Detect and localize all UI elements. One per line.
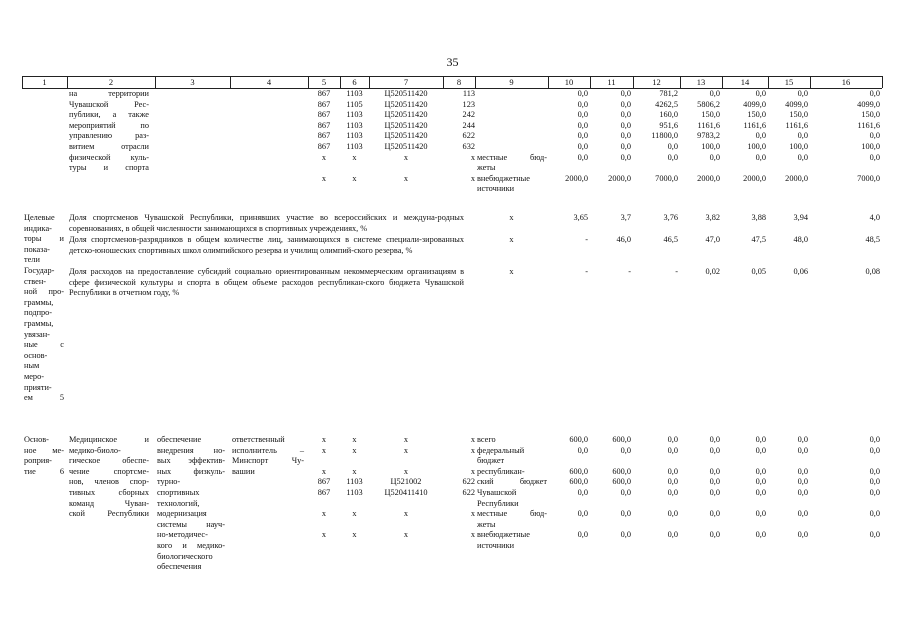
amount-cell: 0,0 xyxy=(869,152,880,162)
indicator-value: 3,76 xyxy=(663,213,678,222)
amount-cell: 0,0 xyxy=(620,99,631,109)
indicator-value: - xyxy=(628,267,631,276)
amount-cell: 0,0 xyxy=(620,488,631,497)
budget-code-cell: х xyxy=(321,445,327,455)
header-column-separator xyxy=(369,76,370,88)
header-column-separator xyxy=(308,76,309,88)
description-line: публики, а также xyxy=(69,110,149,120)
indicator-value: 3,65 xyxy=(573,213,588,222)
budget-code-cell: 123 xyxy=(462,99,475,109)
budget-code-cell: 1103 xyxy=(346,110,363,120)
event-executor-line: ответственный xyxy=(232,435,285,444)
budget-code-cell: 867 xyxy=(317,477,331,487)
indicator-value: 3,88 xyxy=(751,213,766,222)
event-goal-line: системы науч- xyxy=(157,519,225,529)
amount-cell: 0,0 xyxy=(709,152,720,162)
column-header: 2 xyxy=(108,77,114,87)
indicator-side-label: увязан- xyxy=(24,329,50,339)
amount-cell: 0,0 xyxy=(709,466,720,476)
amount-cell: 0,0 xyxy=(755,152,766,162)
funding-source-cell: бюджет xyxy=(477,456,505,466)
budget-code-cell: х xyxy=(321,509,327,519)
column-header: 14 xyxy=(740,77,750,87)
funding-source-cell: внебюджетные xyxy=(477,173,530,183)
amount-cell: 0,0 xyxy=(620,509,631,519)
budget-code-cell: х xyxy=(403,509,409,519)
budget-code-cell: 867 xyxy=(317,488,331,497)
event-goal-line: обеспечение xyxy=(157,435,202,444)
event-goal-line: ных физкуль- xyxy=(157,466,225,476)
amount-cell: 0,0 xyxy=(755,488,766,497)
funding-source-cell: Республики xyxy=(477,498,519,508)
description-line: витием отрасли xyxy=(69,142,149,151)
indicator-value: 0,05 xyxy=(751,267,766,276)
budget-code-cell: х xyxy=(470,530,475,540)
budget-code-cell: х xyxy=(470,509,475,519)
amount-cell: 0,0 xyxy=(577,99,588,109)
amount-cell: 160,0 xyxy=(659,110,678,120)
budget-code-cell: 632 xyxy=(462,142,475,151)
indicator-side-label: показа- xyxy=(24,244,50,254)
budget-code-cell: 244 xyxy=(462,120,475,130)
event-executor-line: исполнитель – xyxy=(232,445,304,455)
indicator-side-label: граммы, xyxy=(24,319,54,328)
budget-code-cell: 622 xyxy=(462,477,475,487)
budget-code-cell: х xyxy=(403,173,409,183)
description-line: Чувашской Рес- xyxy=(69,99,149,109)
budget-code-cell: х xyxy=(352,530,357,540)
indicator-side-label: основ- xyxy=(24,350,48,360)
amount-cell: 0,0 xyxy=(797,89,808,98)
indicator-side-label: тели xyxy=(24,255,40,265)
indicator-value: 47,0 xyxy=(705,235,720,244)
description-line: мероприятий по xyxy=(69,120,149,130)
budget-code-cell: х xyxy=(352,466,357,476)
event-name-line: Медицинское и xyxy=(69,435,149,444)
amount-cell: 1161,6 xyxy=(697,120,720,130)
budget-code-cell: 1103 xyxy=(346,89,363,98)
amount-cell: 100,0 xyxy=(747,142,766,151)
indicator-value: 3,82 xyxy=(705,213,720,222)
amount-cell: 5806,2 xyxy=(697,99,720,109)
amount-cell: 0,0 xyxy=(755,509,766,519)
amount-cell: 0,0 xyxy=(577,488,588,497)
indicator-value: - xyxy=(585,235,588,244)
amount-cell: 11800,0 xyxy=(651,131,678,141)
amount-cell: 9783,2 xyxy=(697,131,720,141)
amount-cell: 0,0 xyxy=(667,435,678,444)
amount-cell: 100,0 xyxy=(861,142,880,151)
amount-cell: 600,0 xyxy=(612,466,631,476)
header-column-separator xyxy=(810,76,811,88)
event-name-line: чение спортсме- xyxy=(69,466,149,476)
amount-cell: 7000,0 xyxy=(857,173,880,183)
indicator-value: 48,0 xyxy=(793,235,808,244)
indicator-side-label: Государ- xyxy=(24,266,55,275)
indicator-value: 47,5 xyxy=(751,235,766,244)
indicator-side-label: Целевые xyxy=(24,213,55,222)
amount-cell: 0,0 xyxy=(577,509,588,519)
indicator-side-label: ной про- xyxy=(24,287,64,297)
event-number-line: Основ- xyxy=(24,435,49,444)
indicator-value: 3,7 xyxy=(620,213,631,222)
column-header: 15 xyxy=(784,77,794,87)
amount-cell: 0,0 xyxy=(755,445,766,455)
amount-cell: 0,0 xyxy=(797,530,808,540)
budget-code-cell: 867 xyxy=(317,131,331,141)
amount-cell: 4099,0 xyxy=(743,99,766,109)
budget-code-cell: х xyxy=(470,435,475,444)
indicator-side-label: подпро- xyxy=(24,308,53,318)
header-column-separator xyxy=(443,76,444,88)
funding-source-cell: источники xyxy=(477,541,515,550)
budget-code-cell: х xyxy=(470,173,475,183)
description-line: управлению раз- xyxy=(69,131,149,141)
amount-cell: 0,0 xyxy=(709,435,720,444)
budget-code-cell: 867 xyxy=(317,120,331,130)
funding-source-cell: источники xyxy=(477,184,515,194)
budget-code-cell: х xyxy=(403,152,409,162)
amount-cell: 0,0 xyxy=(797,466,808,476)
amount-cell: 0,0 xyxy=(709,509,720,519)
amount-cell: 0,0 xyxy=(869,509,880,519)
indicator-value: - xyxy=(675,267,678,276)
budget-code-cell: х xyxy=(470,152,475,162)
header-column-separator xyxy=(882,76,883,88)
event-name-line: тивных сборных xyxy=(69,488,149,497)
budget-code-cell: 1103 xyxy=(346,477,363,487)
event-goal-line: технологий, xyxy=(157,498,200,508)
budget-code-cell: 1105 xyxy=(346,99,363,109)
event-name-line: медико-биоло- xyxy=(69,445,121,455)
amount-cell: 100,0 xyxy=(701,142,720,151)
amount-cell: 0,0 xyxy=(869,477,880,487)
amount-cell: 0,0 xyxy=(869,89,880,98)
amount-cell: 2000,0 xyxy=(565,173,588,183)
event-goal-line: турно- xyxy=(157,477,181,487)
amount-cell: 0,0 xyxy=(577,89,588,98)
indicator-side-label: граммы, xyxy=(24,297,54,307)
amount-cell: 600,0 xyxy=(569,466,588,476)
indicator-side-label: ные с xyxy=(24,340,64,350)
budget-code-cell: х xyxy=(352,445,357,455)
amount-cell: 0,0 xyxy=(620,131,631,141)
indicator-side-label: меро- xyxy=(24,372,44,381)
header-column-separator xyxy=(768,76,769,88)
budget-code-cell: Ц520411410 xyxy=(384,488,428,497)
indicator-value: 4,0 xyxy=(869,213,880,222)
header-column-separator xyxy=(67,76,68,88)
budget-code-cell: х xyxy=(321,466,327,476)
amount-cell: 7000,0 xyxy=(655,173,678,183)
event-goal-line: вых эффектив- xyxy=(157,456,225,466)
event-goal-line: спортивных xyxy=(157,488,200,497)
column-header: 10 xyxy=(564,77,574,87)
amount-cell: 0,0 xyxy=(709,445,720,455)
column-header: 7 xyxy=(403,77,409,87)
amount-cell: 0,0 xyxy=(667,530,678,540)
budget-code-cell: 867 xyxy=(317,89,331,98)
header-column-separator xyxy=(548,76,549,88)
budget-code-cell: х xyxy=(321,173,327,183)
amount-cell: 0,0 xyxy=(620,120,631,130)
amount-cell: 0,0 xyxy=(577,530,588,540)
header-column-separator xyxy=(155,76,156,88)
amount-cell: 0,0 xyxy=(577,142,588,151)
header-column-separator xyxy=(722,76,723,88)
funding-source-cell: республикан- xyxy=(477,466,525,476)
event-goal-line: обеспечения xyxy=(157,562,202,572)
budget-code-cell: Ц520511420 xyxy=(384,120,428,130)
indicator-mark: х xyxy=(509,213,514,222)
amount-cell: 4099,0 xyxy=(857,99,880,109)
amount-cell: 0,0 xyxy=(577,110,588,120)
amount-cell: 100,0 xyxy=(789,142,808,151)
amount-cell: 0,0 xyxy=(869,530,880,540)
amount-cell: 0,0 xyxy=(755,131,766,141)
amount-cell: 600,0 xyxy=(569,477,588,487)
amount-cell: 150,0 xyxy=(747,110,766,120)
amount-cell: 0,0 xyxy=(709,477,720,487)
amount-cell: 150,0 xyxy=(789,110,808,120)
indicator-side-label: торы и xyxy=(24,234,64,244)
budget-code-cell: х xyxy=(403,530,409,540)
indicator-side-label: ем 5 xyxy=(24,393,64,403)
column-header: 9 xyxy=(509,77,514,87)
description-line: туры и спорта xyxy=(69,163,149,173)
event-name-line: гическое обеспе- xyxy=(69,456,149,466)
budget-code-cell: х xyxy=(321,152,327,162)
budget-code-cell: Ц520511420 xyxy=(384,99,428,109)
indicator-text: Доля спортсменов-разрядников в общем количестве лиц, занимающихся в системе специали-зированных детско-юношеских спортивных школ олимпийского резерва и училищ олимпий-ского резерва, % xyxy=(69,235,464,255)
budget-code-cell: Ц520511420 xyxy=(384,110,428,120)
indicator-side-label: прияти- xyxy=(24,382,52,392)
column-header: 13 xyxy=(696,77,706,87)
budget-code-cell: х xyxy=(352,152,357,162)
amount-cell: 0,0 xyxy=(667,445,678,455)
budget-code-cell: 113 xyxy=(462,89,475,98)
amount-cell: 600,0 xyxy=(612,477,631,487)
header-column-separator xyxy=(230,76,231,88)
description-line: на территории xyxy=(69,89,149,98)
amount-cell: 0,0 xyxy=(709,89,720,98)
amount-cell: 0,0 xyxy=(755,466,766,476)
amount-cell: 1161,6 xyxy=(857,120,880,130)
funding-source-cell: местные бюд- xyxy=(477,152,547,162)
column-header: 1 xyxy=(42,77,47,87)
amount-cell: 0,0 xyxy=(667,142,678,151)
header-column-separator xyxy=(340,76,341,88)
header-column-separator xyxy=(680,76,681,88)
column-header: 11 xyxy=(607,77,616,87)
amount-cell: 4099,0 xyxy=(785,99,808,109)
amount-cell: 1161,6 xyxy=(785,120,808,130)
column-header: 4 xyxy=(266,77,272,87)
amount-cell: 150,0 xyxy=(861,110,880,120)
event-number-line: тие 6 xyxy=(24,466,64,476)
budget-code-cell: х xyxy=(321,530,327,540)
header-column-separator xyxy=(22,76,23,88)
amount-cell: 0,0 xyxy=(709,530,720,540)
event-goal-line: кого и медико- xyxy=(157,541,225,550)
budget-code-cell: Ц520511420 xyxy=(384,131,428,141)
budget-code-cell: х xyxy=(403,445,409,455)
indicator-mark: х xyxy=(509,267,514,276)
indicator-text: Доля спортсменов Чувашской Республики, принявших участие во всероссийских и междуна-родных соревнованиях, в общей численности занимающихся в спортивных учреждениях, % xyxy=(69,213,464,233)
header-column-separator xyxy=(633,76,634,88)
amount-cell: 0,0 xyxy=(869,131,880,141)
amount-cell: 951,6 xyxy=(659,120,678,130)
amount-cell: 0,0 xyxy=(755,477,766,487)
amount-cell: 0,0 xyxy=(667,152,678,162)
funding-source-cell: внебюджетные xyxy=(477,530,530,540)
column-header: 5 xyxy=(321,77,327,87)
amount-cell: 0,0 xyxy=(667,488,678,497)
amount-cell: 0,0 xyxy=(577,445,588,455)
budget-code-cell: 1103 xyxy=(346,488,363,497)
budget-code-cell: 867 xyxy=(317,110,331,120)
amount-cell: 0,0 xyxy=(667,466,678,476)
budget-code-cell: 622 xyxy=(462,131,475,141)
amount-cell: 0,0 xyxy=(620,530,631,540)
header-column-separator xyxy=(590,76,591,88)
event-number-line: роприя- xyxy=(24,456,52,466)
amount-cell: 2000,0 xyxy=(785,173,808,183)
budget-code-cell: 1103 xyxy=(346,131,363,141)
column-header: 6 xyxy=(352,77,357,87)
amount-cell: 0,0 xyxy=(797,488,808,497)
indicator-mark: х xyxy=(509,235,514,244)
budget-code-cell: х xyxy=(352,435,357,444)
funding-source-cell: всего xyxy=(477,435,496,444)
budget-code-cell: Ц520511420 xyxy=(384,142,428,151)
indicator-value: 0,02 xyxy=(705,267,720,276)
budget-code-cell: Ц520511420 xyxy=(384,89,428,98)
indicator-value: 46,5 xyxy=(663,235,678,244)
budget-code-cell: х xyxy=(470,445,475,455)
funding-source-cell: жеты xyxy=(477,163,496,173)
budget-code-cell: 1103 xyxy=(346,120,363,130)
budget-code-cell: 867 xyxy=(317,99,331,109)
indicator-value: 0,08 xyxy=(865,267,880,276)
indicator-side-label: ствен- xyxy=(24,276,47,286)
amount-cell: 0,0 xyxy=(797,445,808,455)
amount-cell: 2000,0 xyxy=(743,173,766,183)
amount-cell: 0,0 xyxy=(755,435,766,444)
budget-code-cell: 622 xyxy=(462,488,475,497)
amount-cell: 0,0 xyxy=(709,488,720,497)
amount-cell: 781,2 xyxy=(659,89,678,98)
amount-cell: 0,0 xyxy=(755,530,766,540)
indicator-text: Доля расходов на предоставление субсидий социально ориентированным некоммерческим организациям в сфере физической культуры и спорта в общем объеме расходов республикан-ского бюджета Чувашской Республики в отчетном году, % xyxy=(69,267,464,297)
amount-cell: 1161,6 xyxy=(743,120,766,130)
amount-cell: 0,0 xyxy=(620,445,631,455)
budget-code-cell: х xyxy=(470,466,475,476)
indicator-value: 48,5 xyxy=(865,235,880,244)
amount-cell: 0,0 xyxy=(869,435,880,444)
amount-cell: 0,0 xyxy=(797,131,808,141)
amount-cell: 0,0 xyxy=(869,488,880,497)
indicator-value: 0,06 xyxy=(793,267,808,276)
amount-cell: 0,0 xyxy=(869,445,880,455)
amount-cell: 0,0 xyxy=(797,152,808,162)
funding-source-cell: местные бюд- xyxy=(477,509,547,519)
amount-cell: 0,0 xyxy=(620,110,631,120)
budget-code-cell: х xyxy=(321,435,327,444)
column-header: 12 xyxy=(652,77,661,87)
event-executor-line: вашии xyxy=(232,466,255,476)
amount-cell: 4262,5 xyxy=(655,99,678,109)
column-header: 16 xyxy=(841,77,851,87)
amount-cell: 0,0 xyxy=(620,142,631,151)
amount-cell: 600,0 xyxy=(612,435,631,444)
amount-cell: 0,0 xyxy=(869,466,880,476)
amount-cell: 0,0 xyxy=(620,89,631,98)
budget-code-cell: х xyxy=(352,173,357,183)
amount-cell: 0,0 xyxy=(577,152,588,162)
funding-source-cell: Чувашской xyxy=(477,488,517,497)
indicator-value: 3,94 xyxy=(793,213,808,222)
event-executor-line: Минспорт Чу- xyxy=(232,456,304,466)
page-number: 35 xyxy=(446,55,459,69)
amount-cell: 2000,0 xyxy=(697,173,720,183)
amount-cell: 0,0 xyxy=(667,477,678,487)
amount-cell: 0,0 xyxy=(797,477,808,487)
event-name-line: нов, членов спор- xyxy=(69,477,149,487)
event-name-line: ской Республики xyxy=(69,509,149,519)
event-goal-line: но-методичес- xyxy=(157,530,208,540)
event-name-line: команд Чуван- xyxy=(69,498,149,508)
amount-cell: 150,0 xyxy=(701,110,720,120)
description-line: физической куль- xyxy=(69,152,149,162)
funding-source-cell: ский бюджет xyxy=(477,477,547,487)
budget-code-cell: х xyxy=(403,435,409,444)
event-number-line: ное ме- xyxy=(24,445,64,455)
budget-code-cell: х xyxy=(403,466,409,476)
budget-code-cell: 242 xyxy=(462,110,475,120)
funding-source-cell: жеты xyxy=(477,519,496,529)
amount-cell: 0,0 xyxy=(577,131,588,141)
amount-cell: 0,0 xyxy=(667,509,678,519)
amount-cell: 0,0 xyxy=(577,120,588,130)
amount-cell: 600,0 xyxy=(569,435,588,444)
amount-cell: 0,0 xyxy=(620,152,631,162)
column-header: 8 xyxy=(456,77,462,87)
column-header: 3 xyxy=(190,77,195,87)
event-goal-line: внедрения но- xyxy=(157,445,225,455)
indicator-side-label: ным xyxy=(24,361,40,371)
indicator-side-label: индика- xyxy=(24,223,52,233)
budget-code-cell: 1103 xyxy=(346,142,363,151)
indicator-value: - xyxy=(585,267,588,276)
header-column-separator xyxy=(475,76,476,88)
event-goal-line: модернизация xyxy=(157,509,207,519)
budget-code-cell: 867 xyxy=(317,142,331,151)
indicator-value: 46,0 xyxy=(616,235,631,244)
amount-cell: 0,0 xyxy=(797,509,808,519)
amount-cell: 0,0 xyxy=(755,89,766,98)
budget-code-cell: Ц521002 xyxy=(390,477,422,487)
budget-code-cell: х xyxy=(352,509,357,519)
amount-cell: 0,0 xyxy=(797,435,808,444)
funding-source-cell: федеральный xyxy=(477,445,525,455)
amount-cell: 2000,0 xyxy=(608,173,631,183)
event-goal-line: биологического xyxy=(157,551,213,561)
